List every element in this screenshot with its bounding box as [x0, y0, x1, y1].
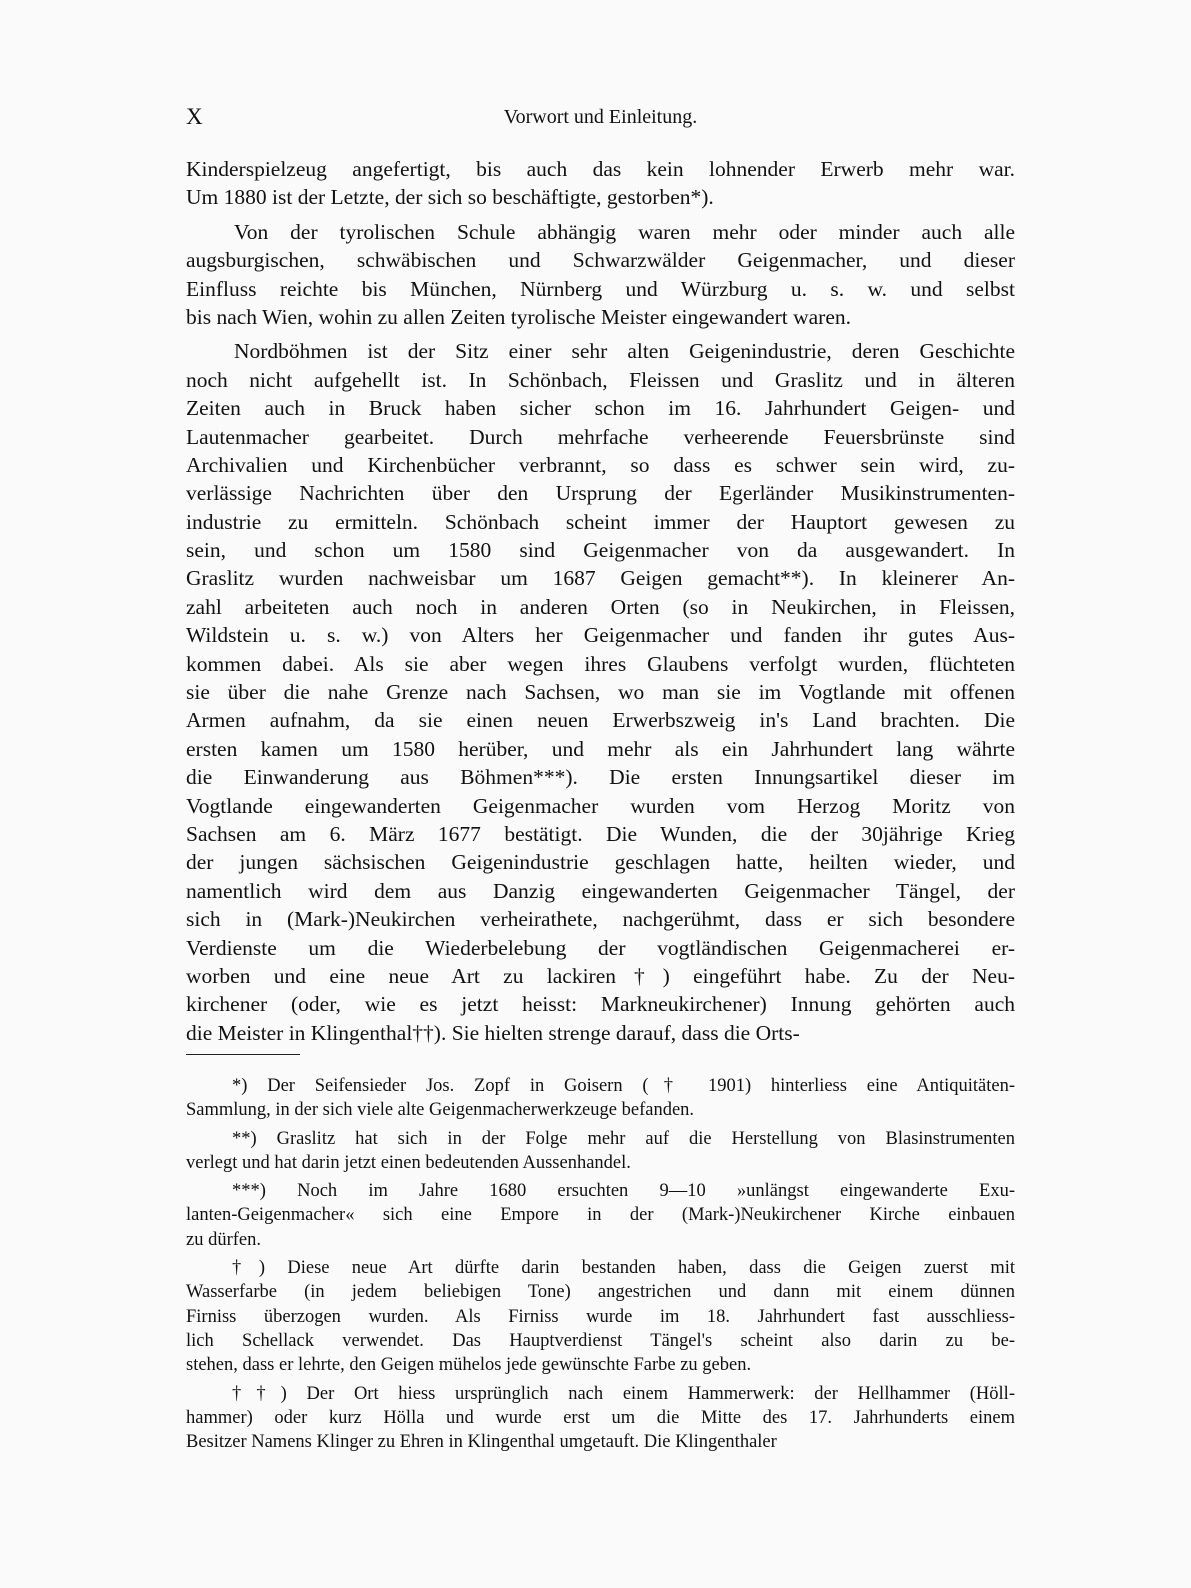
paragraph — [186, 218, 1015, 332]
text-line: Armen aufnahm, da sie einen neuen Erwerbszweig in's Land brachten. Die — [186, 708, 1015, 733]
main-text — [186, 155, 1015, 1053]
footnote-line: lanten-Geigenmacher« sich eine Empore in der (Mark-)Neukirchener Kirche einbauen — [186, 1205, 1015, 1226]
text-line: Nordböhmen ist der Sitz einer sehr alten Geigenindustrie, deren Geschichte — [234, 339, 1015, 364]
text-line: ersten kamen um 1580 herüber, und mehr als ein Jahrhundert lang währte — [186, 736, 1015, 761]
footnote-line: stehen, dass er lehrte, den Geigen mühelos jede gewünschte Farbe zu geben. — [186, 1355, 752, 1376]
text-line: die Einwanderung aus Böhmen***). Die ersten Innungsartikel dieser im — [186, 765, 1015, 790]
text-line: der jungen sächsischen Geigenindustrie geschlagen hatte, heilten wieder, und — [186, 850, 1015, 875]
text-line: Sachsen am 6. März 1677 bestätigt. Die Wunden, die der 30jährige Krieg — [186, 821, 1015, 846]
text-line: industrie zu ermitteln. Schönbach scheint immer der Hauptort gewesen zu — [186, 509, 1015, 534]
footnote-line: Sammlung, in der sich viele alte Geigenmacherwerkzeuge befanden. — [186, 1100, 695, 1121]
footnote-line: ***) Noch im Jahre 1680 ersuchten 9—10 »unlängst eingewanderte Exu- — [232, 1181, 1015, 1202]
page-header — [186, 104, 1015, 134]
text-line: Zeiten auch in Bruck haben sicher schon im 16. Jahrhundert Geigen- und — [186, 396, 1015, 421]
text-line: Wildstein u. s. w.) von Alters her Geigenmacher und fanden ihr gutes Aus- — [186, 623, 1015, 648]
footnote-separator — [186, 1054, 300, 1055]
paragraph — [186, 155, 1015, 212]
text-line: zahl arbeiteten auch noch in anderen Orten (so in Neukirchen, in Fleissen, — [186, 594, 1015, 619]
text-line: Vogtlande eingewanderten Geigenmacher wurden vom Herzog Moritz von — [186, 793, 1015, 818]
text-line: sein, und schon um 1580 sind Geigenmacher von da ausgewandert. In — [186, 538, 1015, 563]
running-title: Vorwort und Einleitung. — [503, 106, 698, 128]
footnote-line: zu dürfen. — [186, 1229, 261, 1250]
text-line: sich in (Mark-)Neukirchen verheirathete, nachgerühmt, dass er sich besondere — [186, 907, 1015, 932]
text-line: kirchener (oder, wie es jetzt heisst: Markneukirchener) Innung gehörten auch — [186, 992, 1015, 1017]
footnote — [186, 1127, 1015, 1176]
footnote-line: Firniss überzogen wurden. Als Firniss wurde im 18. Jahrhundert fast ausschliess- — [186, 1306, 1015, 1327]
text-line: Archivalien und Kirchenbücher verbrannt, so dass es schwer sein wird, zu- — [186, 452, 1015, 477]
text-line: Einfluss reichte bis München, Nürnberg und Würzburg u. s. w. und selbst — [186, 276, 1015, 301]
footnote-line: verlegt und hat darin jetzt einen bedeutenden Aussenhandel. — [186, 1152, 631, 1173]
footnote — [186, 1382, 1015, 1455]
paragraph — [186, 337, 1015, 1047]
footnotes — [186, 1074, 1015, 1458]
footnote — [186, 1074, 1015, 1123]
text-line: noch nicht aufgehellt ist. In Schönbach, Fleissen und Graslitz und in älteren — [186, 367, 1015, 392]
text-line: Um 1880 ist der Letzte, der sich so beschäftigte, gestorben*). — [186, 185, 714, 210]
text-line: Lautenmacher gearbeitet. Durch mehrfache verheerende Feuersbrünste sind — [186, 424, 1015, 449]
footnote-line: *) Der Seifensieder Jos. Zopf in Goisern († 1901) hinterliess eine Antiquitäten- — [232, 1076, 1015, 1096]
text-line: sie über die nahe Grenze nach Sachsen, wo man sie im Vogtlande mit offenen — [186, 680, 1015, 705]
footnote-line: Besitzer Namens Klinger zu Ehren in Klingenthal umgetauft. Die Klingenthaler — [186, 1432, 777, 1453]
footnote-line: Wasserfarbe (in jedem beliebigen Tone) angestrichen und dann mit einem dünnen — [186, 1282, 1015, 1303]
text-line: namentlich wird dem aus Danzig eingewanderten Geigenmacher Tängel, der — [186, 878, 1015, 903]
text-line: Graslitz wurden nachweisbar um 1687 Geigen gemacht**). In kleinerer An- — [186, 566, 1015, 591]
footnote-line: **) Graslitz hat sich in der Folge mehr auf die Herstellung von Blasinstrumenten — [232, 1128, 1015, 1149]
text-line: Kinderspielzeug angefertigt, bis auch das kein lohnender Erwerb mehr war. — [186, 157, 1015, 181]
text-line: bis nach Wien, wohin zu allen Zeiten tyrolische Meister eingewandert waren. — [186, 304, 852, 329]
text-line: augsburgischen, schwäbischen und Schwarzwälder Geigenmacher, und dieser — [186, 248, 1015, 273]
footnote — [186, 1179, 1015, 1252]
page-number: X — [186, 104, 204, 129]
footnote-line: hammer) oder kurz Hölla und wurde erst um die Mitte des 17. Jahrhunderts einem — [186, 1407, 1015, 1428]
text-line: die Meister in Klingenthal††). Sie hielten strenge darauf, dass die Orts- — [186, 1020, 800, 1045]
text-line: verlässige Nachrichten über den Ursprung der Egerländer Musikinstrumenten- — [186, 481, 1015, 506]
text-line: kommen dabei. Als sie aber wegen ihres Glaubens verfolgt wurden, flüchteten — [186, 651, 1015, 676]
footnote — [186, 1256, 1015, 1377]
text-line: Verdienste um die Wiederbelebung der vogtländischen Geigenmacherei er- — [186, 935, 1015, 960]
footnote-line: ††) Der Ort hiess ursprünglich nach einem Hammerwerk: der Hellhammer (Höll- — [232, 1383, 1015, 1404]
footnote-line: lich Schellack verwendet. Das Hauptverdienst Tängel's scheint also darin zu be- — [186, 1330, 1015, 1351]
footnote-line: †) Diese neue Art dürfte darin bestanden haben, dass die Geigen zuerst mit — [232, 1258, 1015, 1279]
text-line: Von der tyrolischen Schule abhängig waren mehr oder minder auch alle — [234, 219, 1015, 244]
text-line: worben und eine neue Art zu lackiren†) eingeführt habe. Zu der Neu- — [186, 963, 1015, 988]
